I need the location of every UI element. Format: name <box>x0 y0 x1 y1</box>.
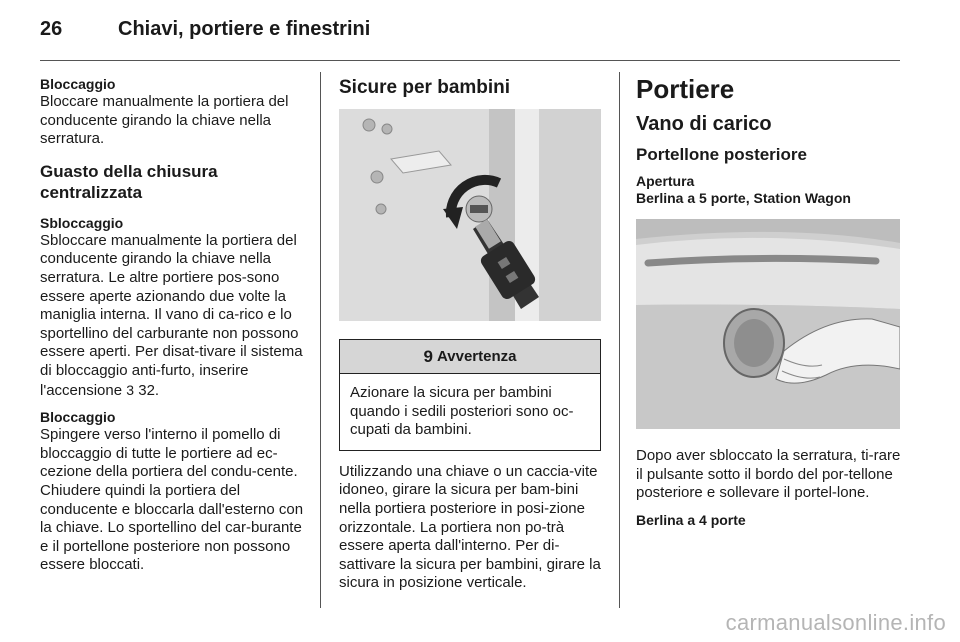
column-3 <box>636 74 902 529</box>
heading-portellone: Portellone posteriore <box>636 145 807 164</box>
column-divider-1 <box>320 72 321 608</box>
heading-bloccaggio-1: Bloccaggio <box>40 76 116 92</box>
page-reference-icon: 3 <box>126 381 135 398</box>
warning-icon: 9 <box>423 346 433 366</box>
column-1 <box>40 76 304 575</box>
warning-box <box>339 339 601 451</box>
heading-sbloccaggio: Sbloccaggio <box>40 214 124 231</box>
page-header <box>40 18 900 48</box>
header-divider <box>40 60 900 61</box>
heading-guasto: Guasto della chiusura centralizzata <box>40 161 218 202</box>
page-number: 26 <box>40 18 63 40</box>
page-reference: 32. <box>138 381 160 399</box>
paragraph-sbloccaggio <box>40 232 304 400</box>
warning-header <box>340 340 600 374</box>
child-lock-illustration <box>339 109 601 321</box>
heading-apertura: Apertura <box>636 173 695 189</box>
subheading-vano-carico: Vano di carico <box>636 113 772 135</box>
warning-text: Azionare la sicura per bambini quando i sedili posteriori sono oc-cupati da bambini. <box>350 384 574 439</box>
heading-bloccaggio-2: Bloccaggio <box>40 409 116 426</box>
tailgate-illustration <box>636 219 900 429</box>
paragraph-portellone: Dopo aver sbloccato la serratura, ti-rare il pulsante sotto il bordo del por-tellone posteriore e sollevare il portel-lone. <box>636 447 901 502</box>
warning-title: Avvertenza <box>436 348 517 365</box>
heading-sicure-bambini: Sicure per bambini <box>339 77 511 98</box>
paragraph-sbloccaggio-text: Sbloccare manualmente la portiera del conducente girando la chiave nella serratura. Le altre portiere pos-sono essere aperte azionando due volte la maniglia interna. Il vano di ca-rico e lo sportellino del carburante non possono essere aperti. Per disat-tivare il sistema di bloccaggio anti-furto, inserire l'accensione <box>40 231 303 399</box>
heading-variant-1: Berlina a 5 porte, Station Wagon <box>636 190 851 206</box>
heading-portiere: Portiere <box>636 74 735 104</box>
paragraph-sicure: Utilizzando una chiave o un caccia-vite idoneo, girare la sicura per bam-bini nella portiera posteriore in posi-zione orizzontale. La portiera non po-trà essere aperta dall'interno. Per di-sattivare la sicura per bambini, girare la sicura in posizione verticale. <box>339 462 601 592</box>
watermark: carmanualsonline.info <box>725 610 946 635</box>
page-title: Chiavi, portiere e finestrini <box>118 18 371 40</box>
column-2 <box>339 76 601 593</box>
paragraph-bloccaggio-1: Bloccare manualmente la portiera del conducente girando la chiave nella serratura. <box>40 93 289 148</box>
column-divider-2 <box>619 72 620 608</box>
paragraph-bloccaggio-2: Spingere verso l'interno il pomello di bloccaggio di tutte le portiere ad ec-cezione della portiera del condu-cente. Chiudere quindi la portiera del conducente e bloccarla dall'esterno con la chiave. Lo sportellino del car-burante e il portellone posteriore non possono essere bloccati. <box>40 426 304 574</box>
heading-variant-2: Berlina a 4 porte <box>636 511 746 528</box>
